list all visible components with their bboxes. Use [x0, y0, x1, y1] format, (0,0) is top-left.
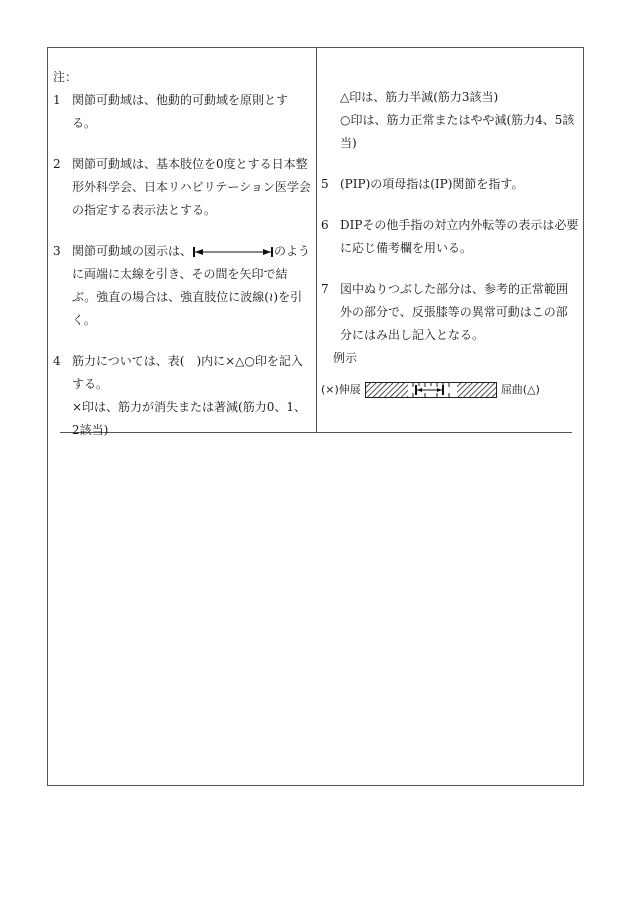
note-item-6: [321, 214, 579, 260]
note-number: 7: [321, 282, 329, 296]
note-text: (PIP)の項母指は(IP)関節を指す。: [340, 177, 524, 191]
note-item-1: [53, 89, 311, 135]
note-number: 3: [53, 244, 61, 258]
right-column: [321, 86, 579, 401]
note-text: 関節可動域は、基本肢位を0度とする日本整形外科学会、日本リハビリテーション医学会の指定する表示法とする。: [72, 157, 311, 217]
note-text-after: のように両端に太線を引き、その間を矢印で結ぶ。強直の場合は、強直肢位に波線(≀)を引く。: [72, 244, 311, 327]
note-number: 2: [53, 157, 61, 171]
left-column: [53, 66, 311, 442]
note-item-3: [53, 240, 311, 332]
range-arrow-icon: [192, 246, 274, 258]
note-text-before: 関節可動域の図示は、: [72, 244, 193, 258]
note-text: 関節可動域は、他動的可動域を原則とする。: [72, 93, 289, 130]
note-number: 6: [321, 218, 329, 232]
range-bar-icon: [365, 382, 497, 398]
strength-line-triangle: △印は、筋力半減(筋力3該当): [340, 90, 499, 104]
notes-title: 注：: [53, 70, 78, 84]
note-item-5: [321, 173, 579, 196]
note-text: DIPその他手指の対立内外転等の表示は必要に応じ備考欄を用いる。: [340, 218, 579, 255]
extension-label: (×)伸展: [321, 383, 361, 396]
note-text: [72, 240, 311, 332]
note-text: 筋力については、表( )内に×△○印を記入する。: [72, 354, 303, 391]
example-diagram: [321, 378, 579, 401]
note-item-7: [321, 278, 579, 347]
note-text: 図中ぬりつぶした部分は、参考的正常範囲外の部分で、反張膝等の異常可動はこの部分にはみ出し記入となる。: [340, 282, 569, 342]
note-subtext: ×印は、筋力が消失または著減(筋力0、1、2該当): [72, 400, 307, 437]
note-number: 4: [53, 354, 61, 368]
note-number: 5: [321, 177, 329, 191]
column-divider: [316, 47, 317, 432]
example-label: 例示: [333, 351, 358, 365]
note-number: 1: [53, 93, 61, 107]
flexion-label: 屈曲(△): [500, 383, 540, 396]
strength-line-circle: ○印は、筋力正常またはやや減(筋力4、5該当): [340, 113, 575, 150]
note-item-2: [53, 153, 311, 222]
note-item-4: [53, 350, 311, 442]
